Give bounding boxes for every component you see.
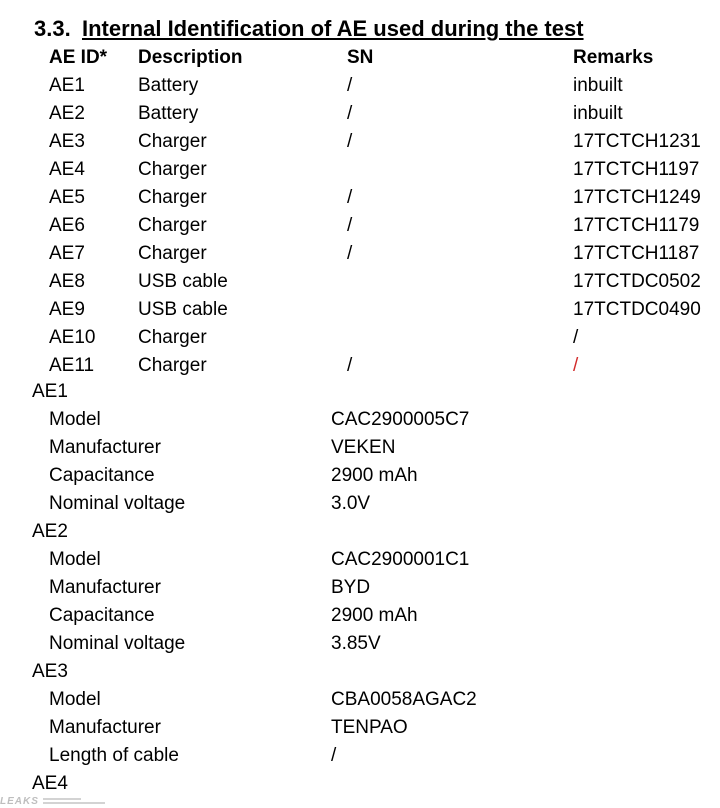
cell-description: USB cable	[138, 299, 228, 320]
property-value: CBA0058AGAC2	[331, 689, 477, 710]
ae-property-row	[32, 714, 408, 742]
cell-sn: /	[347, 243, 353, 264]
cell-sn: /	[347, 75, 353, 96]
cell-sn: /	[347, 215, 353, 236]
column-header-description: Description	[138, 47, 243, 68]
cell-remarks: 17TCTCH1197	[573, 159, 700, 180]
section-title: Internal Identification of AE used during the test	[82, 16, 584, 41]
property-value: VEKEN	[331, 437, 396, 458]
ae-property-row	[32, 630, 381, 658]
ae-group-title: AE2	[32, 521, 68, 542]
ae-property-row	[32, 462, 418, 490]
cell-remarks: 17TCTCH1179	[573, 215, 700, 236]
cell-sn: /	[347, 187, 353, 208]
property-label: Manufacturer	[49, 717, 161, 738]
ae-group-title: AE4	[32, 773, 68, 794]
property-label: Manufacturer	[49, 577, 161, 598]
cell-description: Battery	[138, 75, 199, 96]
cell-remarks: inbuilt	[573, 75, 623, 96]
property-label: Manufacturer	[49, 437, 161, 458]
ae-property-row	[32, 434, 396, 462]
cell-description: Charger	[138, 243, 207, 264]
cell-description: Charger	[138, 187, 207, 208]
cell-remarks: 17TCTCH1187	[573, 243, 700, 264]
property-value: 3.85V	[331, 633, 381, 654]
property-label: Model	[49, 409, 101, 430]
cell-description: Charger	[138, 327, 207, 348]
cell-sn: /	[347, 103, 353, 124]
cell-ae-id: AE4	[49, 159, 85, 180]
section-heading	[34, 14, 584, 44]
ae-group-title: AE1	[32, 381, 68, 402]
cell-ae-id: AE6	[49, 215, 85, 236]
property-label: Model	[49, 549, 101, 570]
cell-ae-id: AE9	[49, 299, 85, 320]
cell-ae-id: AE8	[49, 271, 85, 292]
cell-ae-id: AE5	[49, 187, 85, 208]
property-value: 2900 mAh	[331, 465, 418, 486]
ae-details-list	[32, 378, 477, 798]
ae-property-row	[32, 546, 470, 574]
ae-property-row	[32, 490, 371, 518]
cell-remarks: inbuilt	[573, 103, 623, 124]
ae-property-row	[32, 406, 470, 434]
cell-ae-id: AE3	[49, 131, 85, 152]
cell-remarks: /	[573, 327, 579, 348]
cell-description: Battery	[138, 103, 199, 124]
property-value: CAC2900005C7	[331, 409, 470, 430]
cell-ae-id: AE10	[49, 327, 96, 348]
property-value: /	[331, 745, 337, 766]
ae-group-title: AE3	[32, 661, 68, 682]
cell-remarks: 17TCTDC0502	[573, 271, 701, 292]
property-label: Nominal voltage	[49, 493, 186, 514]
cell-ae-id: AE1	[49, 75, 85, 96]
ae-property-row	[32, 686, 477, 714]
ae-property-row	[32, 602, 418, 630]
property-value: 2900 mAh	[331, 605, 418, 626]
column-header-remarks: Remarks	[573, 47, 654, 68]
property-label: Length of cable	[49, 745, 179, 766]
cell-remarks: 17TCTCH1249	[573, 187, 701, 208]
cell-description: Charger	[138, 159, 207, 180]
ae-property-row	[32, 742, 337, 770]
property-label: Capacitance	[49, 605, 155, 626]
column-header-ae-id: AE ID*	[49, 47, 108, 68]
watermark	[0, 794, 140, 808]
watermark-text-lines	[43, 798, 105, 804]
cell-description: Charger	[138, 131, 207, 152]
cell-remarks: 17TCTCH1231	[573, 131, 701, 152]
property-value: TENPAO	[331, 717, 408, 738]
cell-sn: /	[347, 131, 353, 152]
cell-sn: /	[347, 355, 353, 376]
cell-ae-id: AE7	[49, 243, 85, 264]
cell-ae-id: AE11	[49, 355, 95, 376]
section-number: 3.3.	[34, 16, 71, 41]
cell-description: Charger	[138, 215, 207, 236]
cell-description: Charger	[138, 355, 207, 376]
property-label: Capacitance	[49, 465, 155, 486]
watermark-logo: LEAKS	[0, 795, 39, 807]
property-value: 3.0V	[331, 493, 371, 514]
cell-description: USB cable	[138, 271, 228, 292]
cell-remarks: /	[573, 355, 579, 376]
property-value: BYD	[331, 577, 371, 598]
cell-remarks: 17TCTDC0490	[573, 299, 701, 320]
property-label: Model	[49, 689, 101, 710]
property-label: Nominal voltage	[49, 633, 186, 654]
column-header-sn: SN	[347, 47, 374, 68]
property-value: CAC2900001C1	[331, 549, 470, 570]
ae-property-row	[32, 574, 371, 602]
cell-ae-id: AE2	[49, 103, 85, 124]
